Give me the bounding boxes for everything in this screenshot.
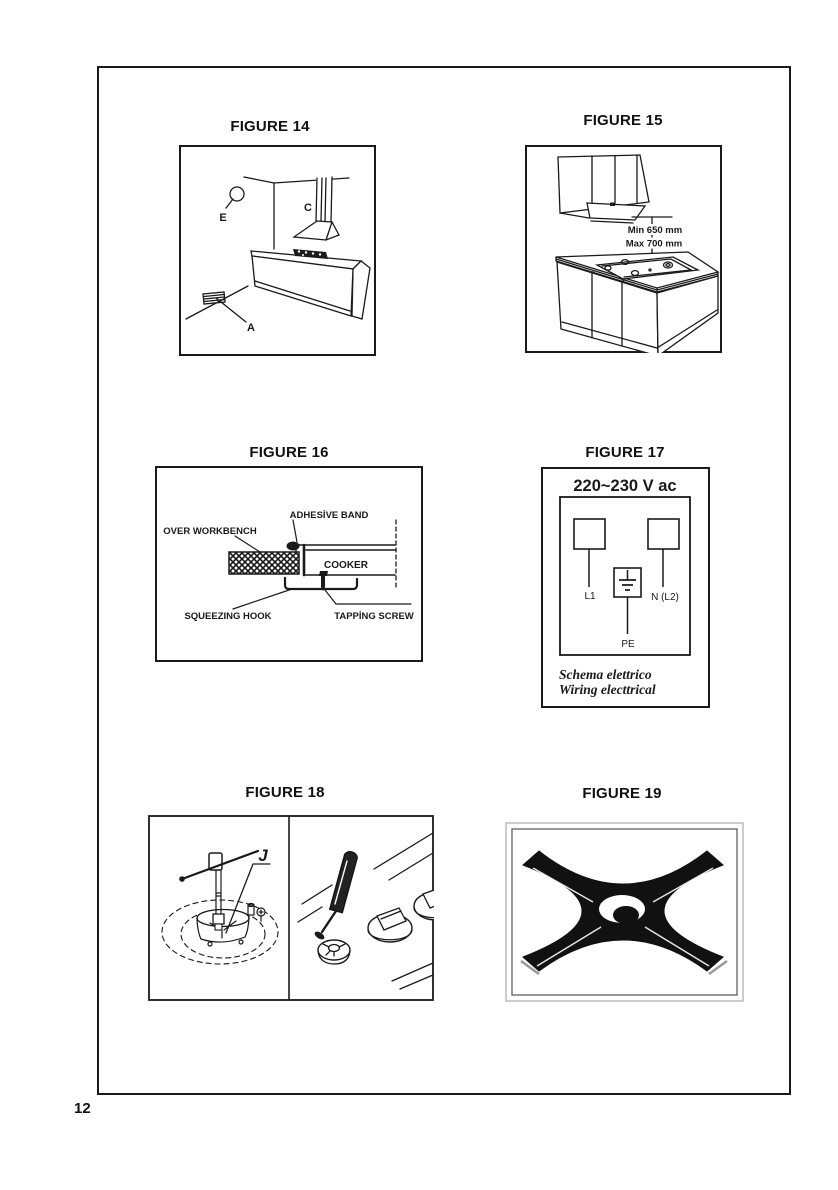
figure-17-title: FIGURE 17 [585, 444, 665, 461]
figure-18-title: FIGURE 18 [245, 784, 325, 801]
page-number: 12 [74, 1100, 91, 1117]
n-l2-label: N (L2) [651, 592, 679, 603]
figure-18-illustration [148, 815, 434, 1001]
figure-19-illustration [505, 822, 744, 1002]
pe-label: PE [621, 639, 635, 650]
burner-cap [318, 940, 350, 964]
figure-16-illustration [155, 466, 423, 662]
min-distance-label: Min 650 mm [627, 225, 683, 236]
label-a: A [247, 322, 255, 334]
voltage-label: 220~230 V ac [573, 477, 677, 495]
figure-15-illustration [525, 145, 722, 353]
tapping-screw-label: TAPPİNG SCREW [334, 611, 414, 622]
figure-19-title: FIGURE 19 [582, 785, 662, 802]
label-c: C [304, 202, 312, 214]
adhesive-band [287, 542, 300, 551]
hood-switch [610, 203, 615, 207]
cooker-label: COOKER [324, 560, 368, 571]
adhesive-band-label: ADHESİVE BAND [289, 510, 369, 521]
caption-english: Wiring electtrical [559, 682, 656, 697]
squeezing-hook-label: SQUEEZING HOOK [184, 611, 272, 622]
figure-17-illustration [541, 467, 710, 708]
max-distance-label: Max 700 mm [625, 238, 683, 250]
label-e: E [219, 212, 227, 224]
figure-14-title: FIGURE 14 [230, 118, 310, 135]
figure-16-title: FIGURE 16 [249, 444, 329, 461]
label-j: J [258, 846, 268, 865]
caption-italian: Schema elettrico [559, 667, 652, 682]
figure-14-illustration [179, 145, 376, 356]
l1-label: L1 [584, 591, 596, 602]
page-border [97, 66, 791, 1095]
figure-15-title: FIGURE 15 [583, 112, 663, 129]
workbench-section [229, 552, 299, 574]
over-workbench-label: OVER WORKBENCH [163, 526, 257, 537]
